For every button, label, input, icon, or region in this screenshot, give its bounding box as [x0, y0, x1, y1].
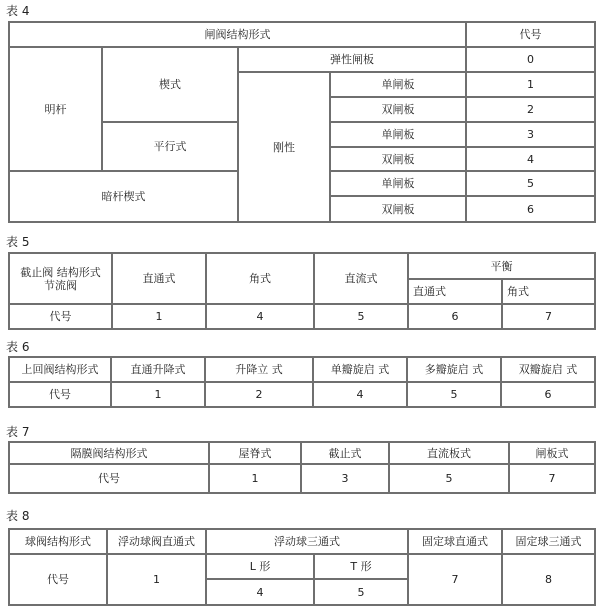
table6-header: 上回阀结构形式 — [9, 357, 111, 382]
table6-code: 2 — [205, 382, 313, 407]
table5-code: 5 — [314, 304, 408, 329]
table8-caption: 表 8 — [6, 509, 30, 523]
table7-code: 7 — [509, 464, 595, 493]
table4-code-header: 代号 — [466, 22, 595, 47]
table4-pingxing: 平行式 — [102, 122, 238, 171]
table6-header: 双瓣旋启 式 — [501, 357, 595, 382]
table8-code: 5 — [314, 579, 408, 605]
table5-zhiliu: 直流式 — [314, 253, 408, 304]
table5-sub-zhitong: 直通式 — [408, 279, 502, 304]
table6-header: 单瓣旋启 式 — [313, 357, 407, 382]
table7-code: 1 — [209, 464, 301, 493]
table8-header: 球阀结构形式 — [9, 529, 107, 554]
table4-header: 闸阀结构形式 — [9, 22, 466, 47]
table4-danzhaban: 单闸板 — [330, 171, 466, 196]
table8-code: 7 — [408, 554, 502, 605]
table7-caption: 表 7 — [6, 425, 30, 439]
table7-code-label: 代号 — [9, 464, 209, 493]
table4-code: 5 — [466, 171, 595, 196]
table5-code: 4 — [206, 304, 314, 329]
table8-header: 浮动球三通式 — [206, 529, 408, 554]
table8-header: 固定球三通式 — [502, 529, 595, 554]
table4-shuangzhaban: 双闸板 — [330, 147, 466, 171]
table7-header: 闸板式 — [509, 442, 595, 464]
table4-code: 3 — [466, 122, 595, 147]
table8-code-label: 代号 — [9, 554, 107, 605]
table4-code: 6 — [466, 196, 595, 222]
table8-header: 浮动球阀直通式 — [107, 529, 206, 554]
table5-zhitong: 直通式 — [112, 253, 206, 304]
table4-mingan: 明杆 — [9, 47, 102, 171]
table4-code: 1 — [466, 72, 595, 97]
table6-code-label: 代号 — [9, 382, 111, 407]
table5-pingheng: 平衡 — [408, 253, 595, 279]
table5-code-label: 代号 — [9, 304, 112, 329]
table7-header: 隔膜阀结构形式 — [9, 442, 209, 464]
table7-header: 截止式 — [301, 442, 389, 464]
table8-t-shape: T 形 — [314, 554, 408, 579]
table4-shuangzhaban: 双闸板 — [330, 196, 466, 222]
table5-code: 7 — [502, 304, 595, 329]
table6-code: 1 — [111, 382, 205, 407]
table5-code: 1 — [112, 304, 206, 329]
table6-caption: 表 6 — [6, 340, 30, 354]
table4-caption: 表 4 — [6, 4, 30, 18]
table7-header: 直流板式 — [389, 442, 509, 464]
table4-danzhaban: 单闸板 — [330, 122, 466, 147]
table8-code: 4 — [206, 579, 314, 605]
table5-header: 截止阀 结构形式 节流阀 — [9, 253, 112, 304]
table7-code: 3 — [301, 464, 389, 493]
table4-tanxing: 弹性闸板 — [238, 47, 466, 72]
table8-header: 固定球直通式 — [408, 529, 502, 554]
table7-code: 5 — [389, 464, 509, 493]
table4-shuangzhaban: 双闸板 — [330, 97, 466, 122]
table4-code: 4 — [466, 147, 595, 171]
table4-anganmoshi: 暗杆楔式 — [9, 171, 238, 222]
table8-code: 1 — [107, 554, 206, 605]
table4-code: 0 — [466, 47, 595, 72]
table4-moshi: 楔式 — [102, 47, 238, 122]
table6-header: 升降立 式 — [205, 357, 313, 382]
table6-code: 5 — [407, 382, 501, 407]
table5-code: 6 — [408, 304, 502, 329]
table8-code: 8 — [502, 554, 595, 605]
table5-jiao: 角式 — [206, 253, 314, 304]
table4-code: 2 — [466, 97, 595, 122]
table5-caption: 表 5 — [6, 235, 30, 249]
table6-header: 直通升降式 — [111, 357, 205, 382]
table8-l-shape: L 形 — [206, 554, 314, 579]
table7-header: 屋脊式 — [209, 442, 301, 464]
table6-header: 多瓣旋启 式 — [407, 357, 501, 382]
table6-code: 6 — [501, 382, 595, 407]
table4-gangxing: 刚性 — [238, 72, 330, 222]
table5-sub-jiao: 角式 — [502, 279, 595, 304]
table6-code: 4 — [313, 382, 407, 407]
table4-danzhaban: 单闸板 — [330, 72, 466, 97]
